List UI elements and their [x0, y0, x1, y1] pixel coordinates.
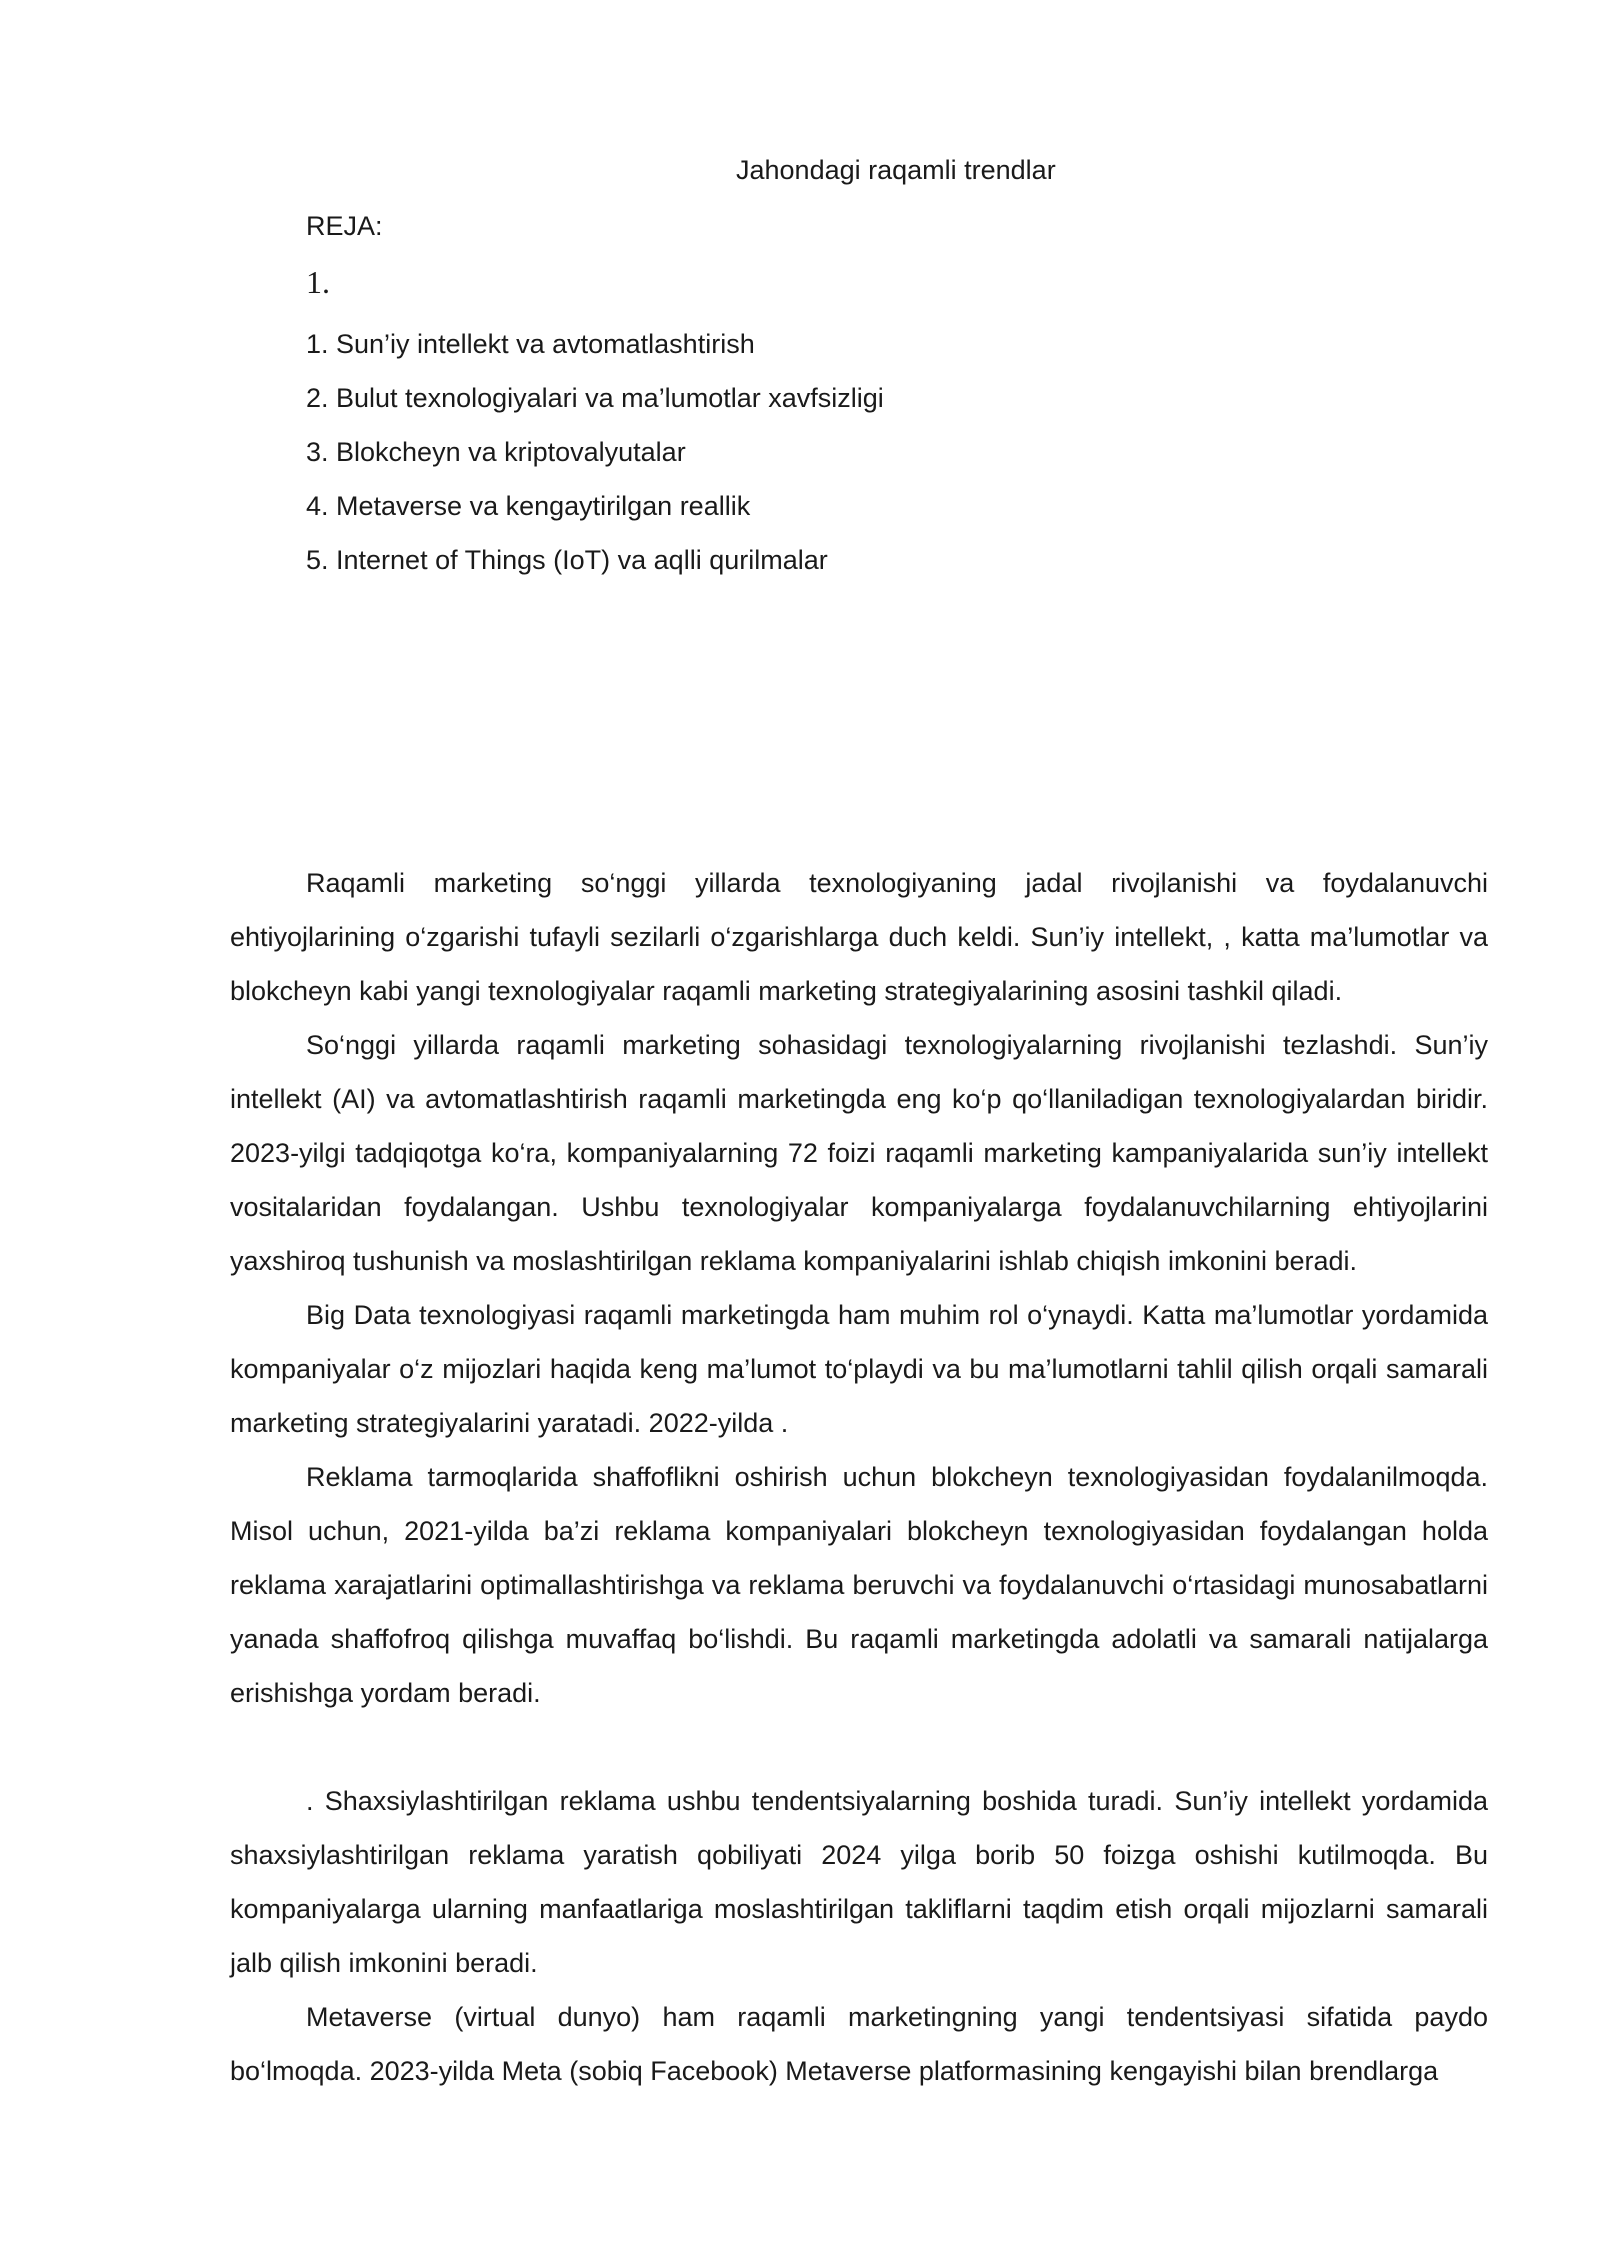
- plan-item-1: 1. Sun’iy intellekt va avtomatlashtirish: [306, 329, 755, 359]
- plan-number: 1.: [306, 264, 330, 300]
- paragraph-2: So‘nggi yillarda raqamli marketing sohasidagi texnologiyalarning rivojlanishi tezlashdi. Sun’iy intellekt (AI) va avtomatlashtirish raqamli marketingda eng ko‘p qo‘llaniladigan texnologiyalardan biridir. 2023-yilgi tadqiqotga ko‘ra, kompaniyalarning 72 foizi raqamli marketing kampaniyalarida sun’iy intellekt vositalaridan foydalangan. Ushbu texnologiyalar kompaniyalarga foydalanuvchilarning ehtiyojlarini yaxshiroq tushunish va moslashtirilgan reklama kompaniyalarini ishlab chiqish imkonini beradi.: [230, 1030, 1488, 1276]
- paragraph-3: Big Data texnologiyasi raqamli marketingda ham muhim rol o‘ynaydi. Katta ma’lumotlar yordamida kompaniyalar o‘z mijozlari haqida keng ma’lumot to‘playdi va bu ma’lumotlarni tahlil qilish orqali samarali marketing strategiyalarini yaratadi. 2022-yilda .: [230, 1300, 1488, 1438]
- plan-list: [306, 326, 884, 596]
- plan-item-5: 5. Internet of Things (IoT) va aqlli qurilmalar: [306, 545, 828, 575]
- body-text: [230, 856, 1488, 2098]
- plan-item-4: 4. Metaverse va kengaytirilgan reallik: [306, 491, 751, 521]
- paragraph-4: Reklama tarmoqlarida shaffoflikni oshirish uchun blokcheyn texnologiyasidan foydalanilmoqda. Misol uchun, 2021-yilda ba’zi reklama kompaniyalari blokcheyn texnologiyasidan foydalangan holda reklama xarajatlarini optimallashtirishga va reklama beruvchi va foydalanuvchi o‘rtasidagi munosabatlarni yanada shaffofroq qilishga muvaffaq bo‘lishdi. Bu raqamli marketingda adolatli va samarali natijalarga erishishga yordam beradi.: [230, 1462, 1488, 1708]
- paragraph-6: Metaverse (virtual dunyo) ham raqamli marketingning yangi tendentsiyasi sifatida paydo bo‘lmoqda. 2023-yilda Meta (sobiq Facebook) Metaverse platformasining kengayishi bilan brendlarga: [230, 2002, 1488, 2086]
- plan-item-3: 3. Blokcheyn va kriptovalyutalar: [306, 437, 686, 467]
- plan-heading: REJA:: [306, 211, 383, 241]
- paragraph-5: . Shaxsiylashtirilgan reklama ushbu tendentsiyalarning boshida turadi. Sun’iy intellekt yordamida shaxsiylashtirilgan reklama yaratish qobiliyati 2024 yilga borib 50 foizga oshishi kutilmoqda. Bu kompaniyalarga ularning manfaatlariga moslashtirilgan takliflarni taqdim etish orqali mijozlarni samarali jalb qilish imkonini beradi.: [230, 1786, 1488, 1978]
- plan-item-2: 2. Bulut texnologiyalari va ma’lumotlar xavfsizligi: [306, 383, 884, 413]
- document-title: Jahondagi raqamli trendlar: [736, 155, 1056, 185]
- paragraph-1: Raqamli marketing so‘nggi yillarda texnologiyaning jadal rivojlanishi va foydalanuvchi ehtiyojlarining o‘zgarishi tufayli sezilarli o‘zgarishlarga duch keldi. Sun’iy intellekt, , katta ma’lumotlar va blokcheyn kabi yangi texnologiyalar raqamli marketing strategiyalarining asosini tashkil qiladi.: [230, 868, 1488, 1006]
